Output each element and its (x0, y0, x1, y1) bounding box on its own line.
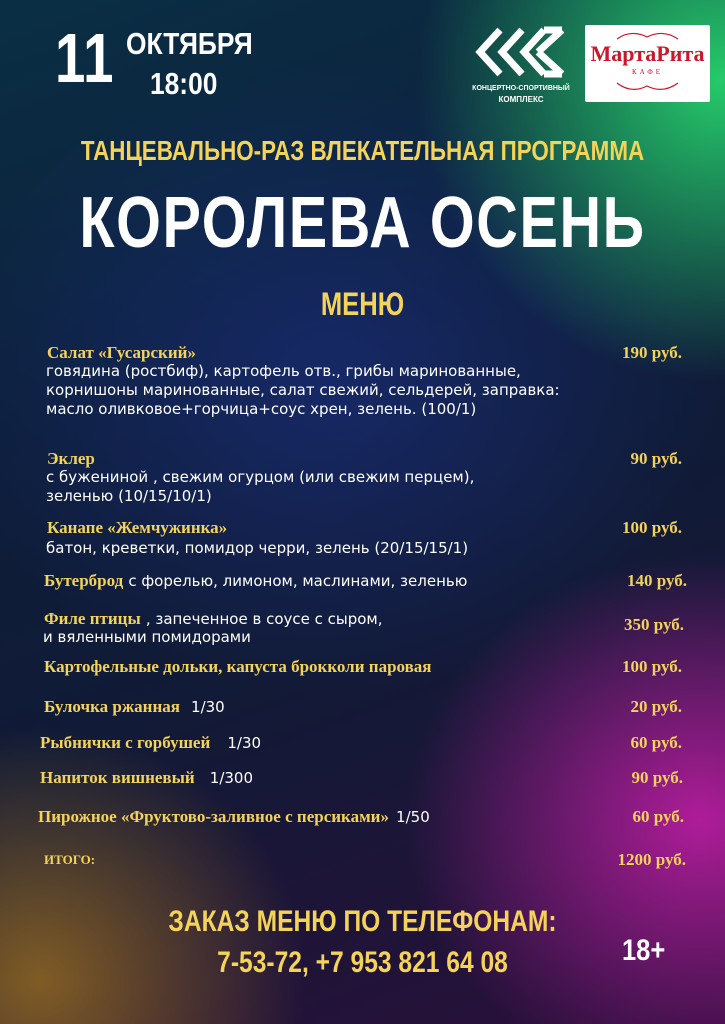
menu-item-name: Канапе «Жемчужинка» (47, 518, 228, 537)
menu-item-name: Филе птицы (44, 609, 141, 628)
menu-item-price: 100 руб. (621, 657, 682, 676)
menu-item-name: Булочка ржанная (44, 697, 180, 716)
event-day: 11 (55, 19, 115, 97)
menu-item-name: Эклер (47, 449, 95, 468)
menu-item-desc-line2: и вяленными помидорами (43, 628, 251, 646)
order-phones: 7-53-72, +7 953 821 64 08 (217, 946, 508, 979)
order-heading: ЗАКАЗ МЕНЮ ПО ТЕЛЕФОНАМ: (168, 905, 557, 938)
cafe-logo (585, 25, 710, 102)
menu-item-desc: 1/300 (209, 769, 254, 787)
ksk-logo-line1: КОНЦЕРТНО-СПОРТИВНЫЙ (472, 85, 570, 92)
menu-item-price: 60 руб. (630, 733, 682, 752)
menu-item-price: 20 руб. (630, 697, 682, 716)
menu-item-name: Напиток вишневый (40, 768, 195, 787)
cafe-subtitle: КАФЕ (631, 68, 664, 76)
event-month: ОКТЯБРЯ (126, 26, 253, 61)
ksk-logo-line2: КОМПЛЕКС (498, 95, 544, 104)
ornament-icon (615, 29, 680, 41)
menu-item-price: 90 руб. (631, 768, 683, 787)
menu-item-price: 190 руб. (621, 343, 682, 362)
menu-item-desc: батон, креветки, помидор черри, зелень (20/15/15/1) (46, 539, 469, 557)
age-rating: 18+ (622, 934, 666, 967)
menu-item-desc: с бужениной , свежим огурцом (или свежим перцем), зеленью (10/15/10/1) (46, 468, 475, 505)
menu-item-price: 90 руб. (630, 449, 682, 468)
menu-item-price: 350 руб. (623, 615, 684, 634)
menu-item-price: 100 руб. (621, 518, 682, 537)
menu-item-desc: 1/50 (396, 808, 430, 826)
menu-item-desc: 1/30 (191, 698, 225, 716)
menu-item-desc: с форелью, лимоном, маслинами, зеленью (128, 572, 468, 590)
menu-item-price: 140 руб. (626, 571, 687, 590)
event-title: КОРОЛЕВА ОСЕНЬ (79, 183, 646, 263)
menu-item-price: 60 руб. (632, 807, 684, 826)
cafe-name: МартаРита (590, 41, 705, 66)
program-subtitle: ТАНЦЕВАЛЬНО-РАЗ ВЛЕКАТЕЛЬНАЯ ПРОГРАММА (80, 135, 645, 166)
menu-item-name: Бутерброд (44, 571, 124, 590)
event-time: 18:00 (150, 66, 218, 101)
ornament-icon (615, 81, 680, 95)
menu-item-desc: 1/30 (227, 734, 262, 752)
menu-item-desc: говядина (ростбиф), картофель отв., грибы маринованные, корнишоны маринованные, салат свежий, сельдерей, заправка: масло оливковое+горчица+соус хрен, зелень. (100/1) (46, 362, 560, 418)
menu-item-name: Пирожное «Фруктово-заливное с персиками» (38, 807, 389, 826)
total-price: 1200 руб. (617, 850, 686, 869)
menu-item-desc: , запеченное в соусе с сыром, (145, 610, 383, 628)
menu-heading: МЕНЮ (320, 286, 405, 322)
menu-item-name: Салат «Гусарский» (47, 343, 196, 362)
menu-item-name: Рыбнички с горбушей (40, 733, 211, 752)
menu-item-name: Картофельные дольки, капуста брокколи паровая (44, 657, 432, 676)
total-label: ИТОГО: (44, 852, 96, 867)
